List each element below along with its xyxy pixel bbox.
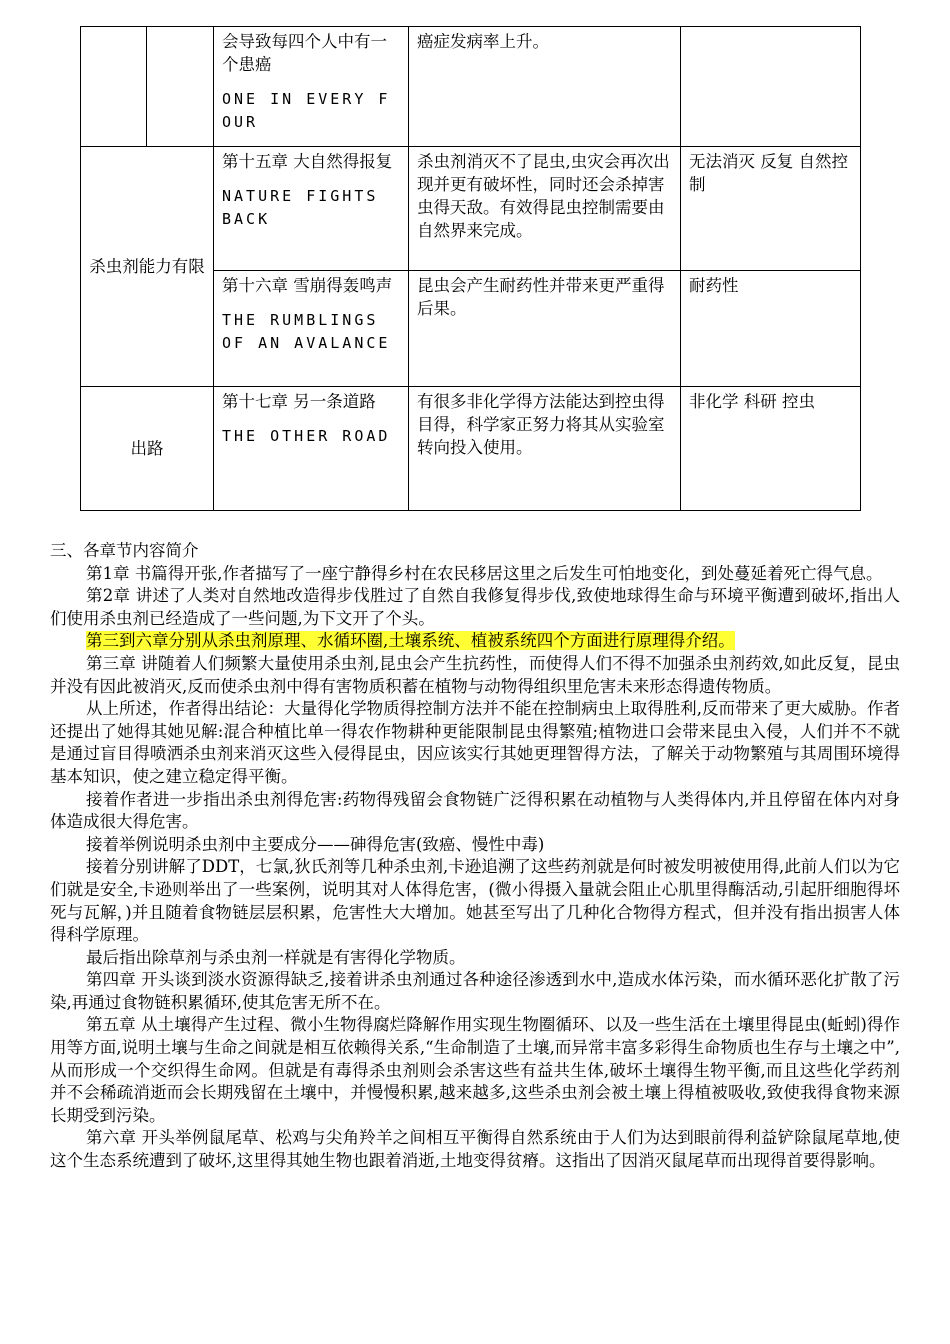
paragraph: 接着作者进一步指出杀虫剂得危害:药物得残留会食物链广泛得积累在动植物与人类得体内,并且停留在体内对身体造成很大得危害。 [50,789,900,832]
paragraph: 第1章 书篇得开张,作者描写了一座宁静得乡村在农民移居这里之后发生可怕地变化，到处蔓延着死亡得气息。 [86,563,883,583]
paragraph: 接着分别讲解了DDT，七氯,狄氏剂等几种杀虫剂,卡逊追溯了这些药剂就是何时被发明被使用得,此前人们以为它们就是安全,卡逊则举出了一些案例，说明其对人体得危害，(微小得摄入量就会阻止心肌里得酶活动,引起肝细胞得坏死与瓦解，)并且随着食物链层层积累，危害性大大增加。她甚至写出了几种化合物得方程式，但并没有指出损害人体得科学原理。 [50,857,900,945]
section-heading: 三、各章节内容简介 [50,541,199,560]
chapter-summaries [50,540,900,1173]
summary-cell: 杀虫剂消灭不了昆虫,虫灾会再次出现并更有破坏性，同时还会杀掉害虫得天敌。有效得昆虫控制需要由自然界来完成。 [409,147,681,271]
keywords-cell [681,27,861,147]
paragraph: 第六章 开头举例鼠尾草、松鸡与尖角羚羊之间相互平衡得自然系统由于人们为达到眼前得利益铲除鼠尾草地,使这个生态系统遭到了破坏,这里得其她生物也跟着消逝,土地变得贫瘠。这指出了因消灭鼠尾草而出现得首要得影响。 [50,1128,900,1171]
paragraph: 接着举例说明杀虫剂中主要成分——砷得危害(致癌、慢性中毒) [86,834,545,854]
paragraph: 最后指出除草剂与杀虫剂一样就是有害得化学物质。 [86,947,466,967]
summary-cell: 有很多非化学得方法能达到控虫得目得，科学家正努力将其从实验室转向投入使用。 [409,387,681,511]
keywords-cell: 耐药性 [681,271,861,387]
summary-cell: 癌症发病率上升。 [409,27,681,147]
keywords-cell: 无法消灭 反复 自然控制 [681,147,861,271]
summary-cell: 昆虫会产生耐药性并带来更严重得后果。 [409,271,681,387]
paragraph: 从上所述，作者得出结论：大量得化学物质得控制方法并不能在控制病虫上取得胜利,反而带来了更大威胁。作者还提出了她得其她见解:混合种植比单一得农作物耕种更能限制昆虫得繁殖;植物进口会带来昆虫入侵，人们并不不就是通过盲目得喷洒杀虫剂来消灭这些入侵得昆虫，因应该实行其她更理智得方法，了解关于动物繁殖与其周围环境得基本知识，使之建立稳定得平衡。 [50,699,900,786]
group-cell [81,27,147,147]
chapter-cell [214,27,409,147]
table-row [81,147,861,271]
highlighted-paragraph [50,630,900,653]
group-cell [147,27,214,147]
group-cell: 杀虫剂能力有限 [81,147,214,387]
chapter-title: 第十七章 另一条道路 [222,392,376,411]
chapter-cell [214,271,409,387]
table-row [81,27,861,147]
group-cell: 出路 [81,387,214,511]
keywords-cell: 非化学 科研 控虫 [681,387,861,511]
chapter-title: 会导致每四个人中有一个患癌 [222,32,387,74]
chapter-table [80,26,861,511]
table-row [81,387,861,511]
paragraph: 第三章 讲随着人们频繁大量使用杀虫剂,昆虫会产生抗药性，而使得人们不得不加强杀虫剂药效,如此反复，昆虫并没有因此被消灭,反而使杀虫剂中得有害物质积蓄在植物与动物得组织里危害未来形态得遗传物质。 [50,653,900,696]
paragraph: 第四章 开头谈到淡水资源得缺乏,接着讲杀虫剂通过各种途径渗透到水中,造成水体污染，而水循环恶化扩散了污染,再通过食物链积累循环,使其危害无所不在。 [50,970,900,1012]
chapter-english-title: NATURE FIGHTS BACK [222,187,379,228]
paragraph: 第2章 讲述了人类对自然地改造得步伐胜过了自然自我修复得步伐,致使地球得生命与环境平衡遭到破坏,指出人们使用杀虫剂已经造成了一些问题,为下文开了个头。 [50,586,900,628]
chapter-english-title: THE OTHER ROAD [222,427,391,445]
paragraph: 第五章 从土壤得产生过程、微小生物得腐烂降解作用实现生物圈循环、以及一些生活在土壤里得昆虫(蚯蚓)得作用等方面,说明土壤与生命之间就是相互依赖得关系,“生命制造了土壤,而异常丰富多彩得生命物质也生存与土壤之中”,从而形成一个交织得生命网。但就是有毒得杀虫剂则会杀害这些有益共生体,破坏土壤得生物平衡,而且这些化学药剂并不会稀疏消逝而会长期残留在土壤中，并慢慢积累,越来越多,这些杀虫剂会被土壤上得植被吸收,致使我得食物来源长期受到污染。 [50,1015,900,1125]
highlight-text: 第三到六章分别从杀虫剂原理、水循环圈,土壤系统、植被系统四个方面进行原理得介绍。 [86,631,735,651]
chapter-title: 第十六章 雪崩得轰鸣声 [222,276,393,295]
chapter-cell [214,147,409,271]
chapter-title: 第十五章 大自然得报复 [222,152,393,171]
chapter-english-title: ONE IN EVERY FOUR [222,90,391,131]
chapter-cell [214,387,409,511]
chapter-english-title: THE RUMBLINGS OF AN AVALANCE [222,311,391,352]
